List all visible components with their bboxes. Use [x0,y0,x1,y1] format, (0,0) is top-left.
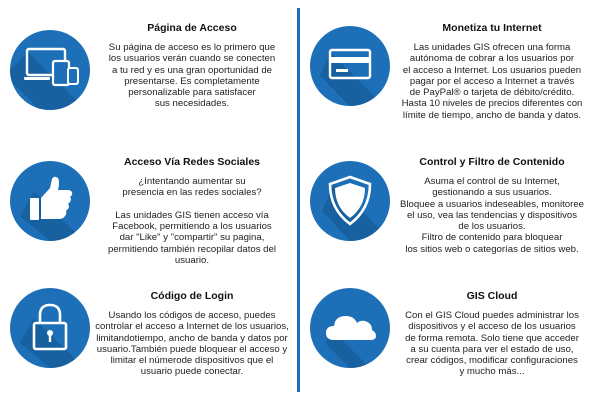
feature-control-y-filtro [300,133,600,266]
lock-icon [10,288,90,368]
feature-gis-cloud [300,266,600,399]
feature-monetiza-tu-internet [300,0,600,133]
feature-title: Código de Login [150,290,234,302]
thumbs-up-icon [10,161,90,241]
feature-description: Asuma el control de su Internet, gestionando a sus usuarios. Bloquee a usuarios indeseables, monitoree el uso, vea las tendencias y dispositivos de los usuarios. Filtro de contenido para bloquear los sitios web o categorías de sitios web. [399,176,584,255]
feature-title: GIS Cloud [466,290,518,302]
credit-card-icon [310,26,390,106]
cloud-icon [310,288,390,368]
feature-title: Página de Acceso [147,22,237,34]
feature-pagina-de-acceso [0,0,300,133]
feature-title: Acceso Vía Redes Sociales [124,156,260,168]
shield-icon [310,161,390,241]
feature-description: Las unidades GIS ofrecen una forma autónoma de cobrar a los usuarios por el acceso a Internet. Los usuarios pueden pagar por el acceso a Internet a través de PayPal® o tarjeta de débito/crédito. Hasta 10 niveles de precios diferentes con límite de tiempo, ancho de banda y datos. [401,42,583,121]
devices-icon [10,30,90,110]
feature-title: Monetiza tu Internet [442,22,542,34]
feature-acceso-via-redes-sociales [0,133,300,266]
feature-title: Control y Filtro de Contenido [419,156,565,168]
feature-description: Su página de acceso es lo primero que los usuarios verán cuando se conecten a tu red y es una gran oportunidad de presentarse. Es completamente personalizable para satisfacer sus necesidades. [108,42,276,110]
feature-codigo-de-login [0,266,300,399]
feature-description: Usando los códigos de acceso, puedes controlar el acceso a Internet de los usuarios, limitandotiempo, ancho de banda y datos por usuario.También puede bloquear el acceso y limitar el númerode dispositivos que el usuario puede conectar. [95,310,289,378]
feature-description: ¿Intentando aumentar su presencia en las redes sociales? Las unidades GIS tienen acceso vía Facebook, permitiendo a los usuarios dar "Like" y "compartir" su pagina, permitiendo también recopilar datos del usuario. [108,176,276,267]
feature-description: Con el GIS Cloud puedes administrar los dispositivos y el acceso de los usuarios de forma remota. Solo tiene que acceder a su cuenta para ver el estado de uso, crear códigos, modificar configuraciones y mucho más... [405,310,579,378]
